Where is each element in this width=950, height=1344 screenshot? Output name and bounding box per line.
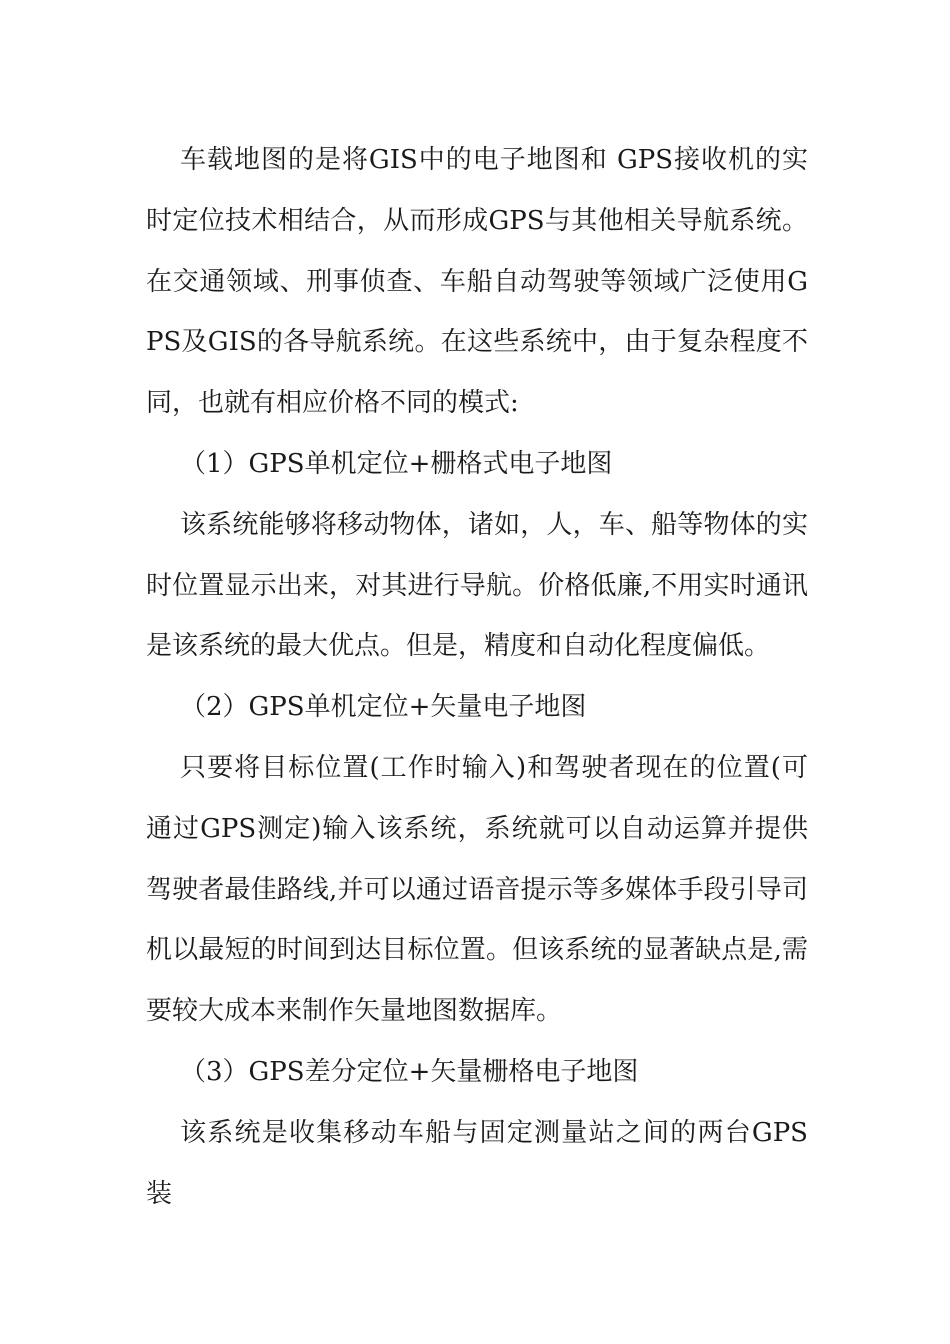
heading-mode-2: （2）GPS单机定位+矢量电子地图 [180,692,587,723]
paragraph-intro: 车载地图的是将GIS中的电子地图和 GPS接收机的实时定位技术相结合，从而形成GPS与其他相关导航系统。在交通领域、刑事侦查、车船自动驾驶等领域广泛使用GPS及GIS的各导航系统。在这些系统中，由于复杂程度不同，也就有相应价格不同的模式: [146,145,808,419]
document-body [146,130,808,1224]
heading-mode-1: （1）GPS单机定位+栅格式电子地图 [180,448,613,479]
paragraph-mode-3: 该系统是收集移动车船与固定测量站之间的两台GPS装 [146,1117,808,1209]
heading-mode-3: （3）GPS差分定位+矢量栅格电子地图 [180,1056,639,1087]
paragraph-mode-1: 该系统能够将移动物体，诸如，人，车、船等物体的实时位置显示出来，对其进行导航。价格低廉,不用实时通讯是该系统的最大优点。但是，精度和自动化程度偏低。 [146,509,808,662]
paragraph-mode-2: 只要将目标位置(工作时输入)和驾驶者现在的位置(可通过GPS测定)输入该系统，系统就可以自动运算并提供驾驶者最佳路线,并可以通过语音提示等多媒体手段引导司机以最短的时间到达目标位置。但该系统的显著缺点是,需要较大成本来制作矢量地图数据库。 [146,752,808,1027]
